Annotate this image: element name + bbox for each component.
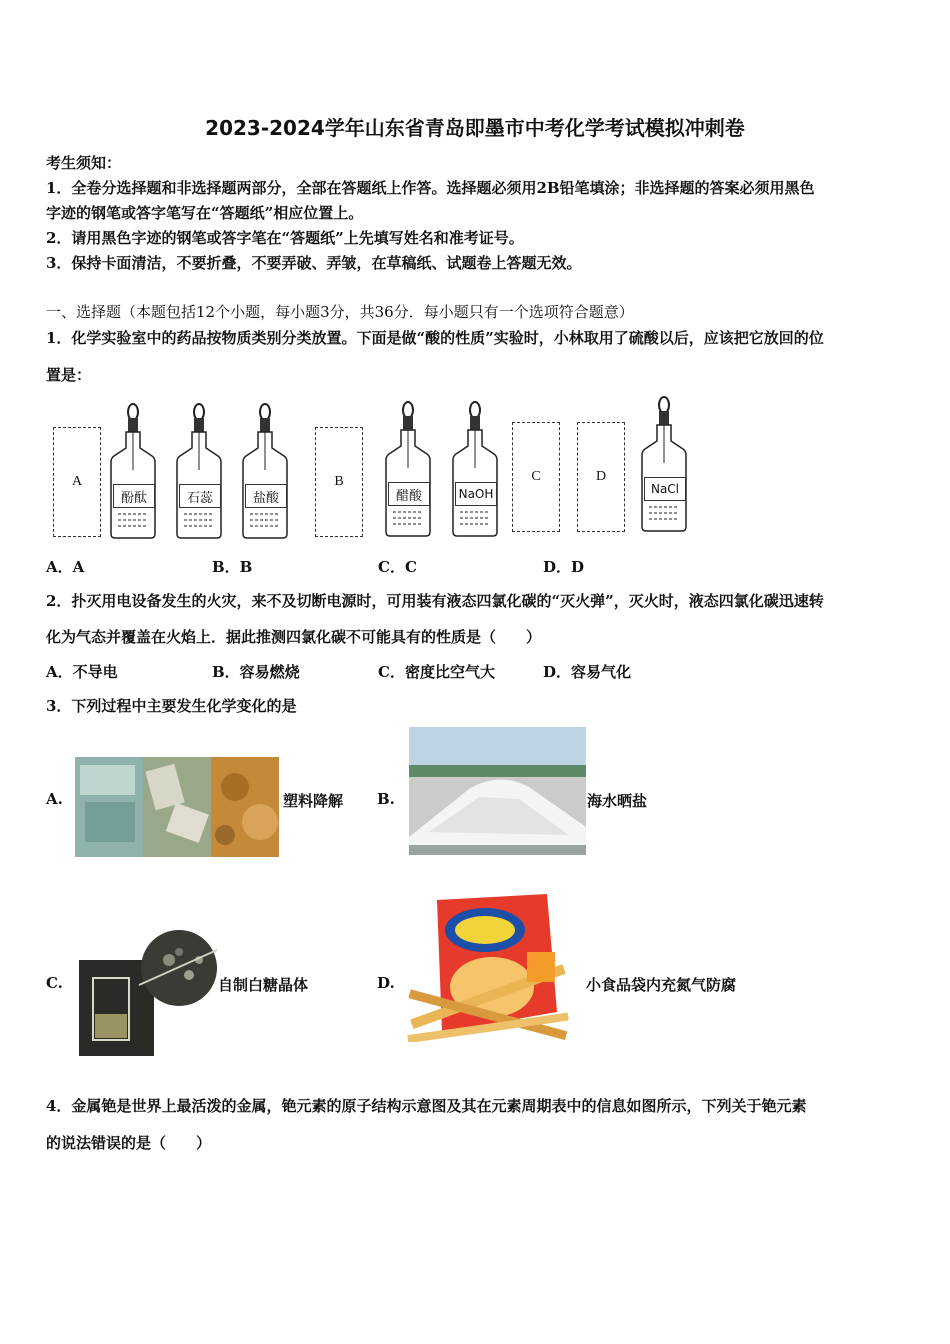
q1-option-c[interactable]: C．C [378, 558, 417, 576]
notice-item-1: 1．全卷分选择题和非选择题两部分，全部在答题纸上作答。选择题必须用2B铅笔填涂；非选择题的答案必须用黑色 [46, 179, 815, 197]
q1-option-a[interactable]: A．A [46, 558, 85, 576]
q2-stem-line2: 化为气态并覆盖在火焰上．据此推测四氯化碳不可能具有的性质是（ ） [46, 628, 542, 646]
q3-option-b-caption: 海水晒盐 [587, 792, 648, 810]
dropper-bottle-icon [383, 398, 433, 543]
shelf-slot-b: B [315, 427, 363, 537]
sea-salt-image [409, 727, 586, 855]
reagent-bottle [108, 400, 158, 545]
q3-option-c-caption: 自制白糖晶体 [218, 976, 309, 994]
q3-option-d-caption: 小食品袋内充氮气防腐 [586, 976, 737, 994]
reagent-bottle [174, 400, 224, 545]
q2-option-c[interactable]: C．密度比空气大 [378, 663, 495, 681]
bottle-label: 石蕊 [179, 484, 221, 508]
shelf-slot-c: C [512, 422, 560, 532]
bottle-label: NaCl [644, 477, 686, 501]
snack-bag-image [407, 892, 569, 1042]
bottle-label: 醋酸 [388, 482, 430, 506]
q2-option-a[interactable]: A．不导电 [46, 663, 118, 681]
dropper-bottle-icon [174, 400, 224, 545]
q1-stem-line1: 1．化学实验室中的药品按物质类别分类放置。下面是做“酸的性质”实验时，小林取用了硫酸以后，应该把它放回的位 [46, 329, 824, 347]
bottle-label: 酚酞 [113, 484, 155, 508]
shelf-slot-a: A [53, 427, 101, 537]
dropper-bottle-icon [108, 400, 158, 545]
q3-option-b-letter[interactable]: B. [377, 790, 395, 808]
notice-item-2: 2．请用黑色字迹的钢笔或答字笔在“答题纸”上先填写姓名和准考证号。 [46, 229, 524, 247]
snack-bag-photo [407, 892, 569, 1042]
q3-option-c-letter[interactable]: C. [46, 974, 63, 992]
sugar-crystal-photo [79, 930, 219, 1056]
reagent-bottle [639, 393, 689, 538]
reagent-bottle [383, 398, 433, 543]
q3-option-a-letter[interactable]: A. [46, 790, 63, 808]
reagent-bottle [240, 400, 290, 545]
reagent-bottle [450, 398, 500, 543]
dropper-bottle-icon [639, 393, 689, 538]
q2-option-b[interactable]: B．容易燃烧 [212, 663, 300, 681]
dropper-bottle-icon [450, 398, 500, 543]
q3-stem: 3．下列过程中主要发生化学变化的是 [46, 697, 297, 715]
bottle-label: NaOH [455, 482, 497, 506]
q4-stem-line1: 4．金属铯是世界上最活泼的金属，铯元素的原子结构示意图及其在元素周期表中的信息如图所示，下列关于铯元素 [46, 1097, 807, 1115]
sugar-crystal-image [79, 930, 219, 1056]
notice-heading: 考生须知： [46, 154, 122, 172]
q2-option-d[interactable]: D．容易气化 [543, 663, 632, 681]
plastic-degradation-image [75, 757, 279, 857]
notice-item-3: 3．保持卡面清洁，不要折叠，不要弄破、弄皱，在草稿纸、试题卷上答题无效。 [46, 254, 582, 272]
section-heading: 一、选择题（本题包括12个小题，每小题3分，共36分．每小题只有一个选项符合题意） [46, 303, 634, 321]
q1-stem-line2: 置是： [46, 366, 92, 384]
q3-option-d-letter[interactable]: D. [377, 974, 395, 992]
page-title: 2023-2024学年山东省青岛即墨市中考化学考试模拟冲刺卷 [205, 116, 745, 140]
sea-salt-photo [409, 727, 586, 855]
bottle-label: 盐酸 [245, 484, 287, 508]
dropper-bottle-icon [240, 400, 290, 545]
q2-stem-line1: 2．扑灭用电设备发生的火灾，来不及切断电源时，可用装有液态四氯化碳的“灭火弹”，灭火时，液态四氯化碳迅速转 [46, 592, 824, 610]
notice-item-1-cont: 字迹的钢笔或答字笔写在“答题纸”相应位置上。 [46, 204, 364, 222]
shelf-slot-d: D [577, 422, 625, 532]
q4-stem-line2: 的说法错误的是（ ） [46, 1134, 212, 1152]
q1-option-b[interactable]: B．B [212, 558, 253, 576]
q3-option-a-caption: 塑料降解 [283, 792, 344, 810]
q1-option-d[interactable]: D．D [543, 558, 585, 576]
plastic-degradation-photo [75, 757, 279, 857]
